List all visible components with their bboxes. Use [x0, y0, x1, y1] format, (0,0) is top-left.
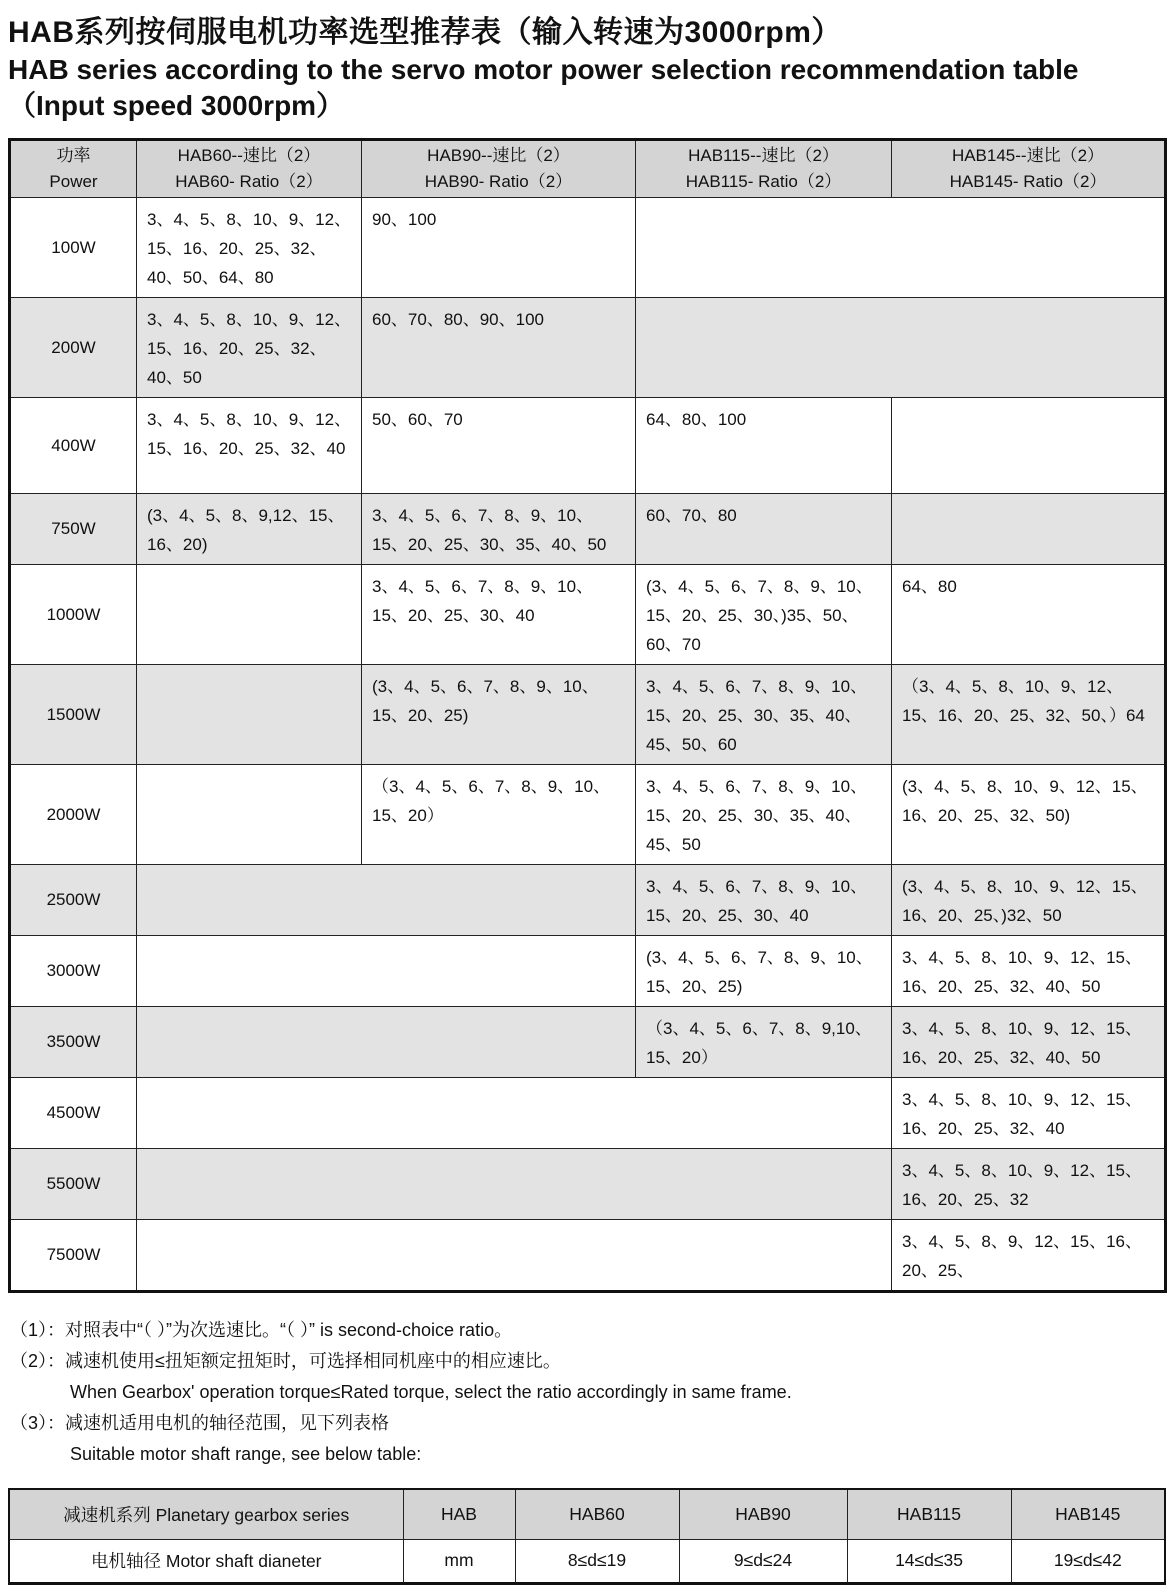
footnote-1: （1）：对照表中“（ ）”为次选速比。“（ ）” is second-choice ratio。	[10, 1320, 513, 1340]
table-row-2000w	[10, 765, 1166, 865]
empty-cell	[636, 298, 1166, 398]
ratio-cell-hab90: 60、70、80、90、100	[362, 298, 636, 398]
ratio-cell-hab60: 3、4、5、8、10、9、12、15、16、20、25、32、40、50	[137, 298, 362, 398]
empty-cell	[636, 198, 1166, 298]
footnote-3-en: Suitable motor shaft range, see below table:	[70, 1444, 422, 1464]
power-cell: 1000W	[10, 565, 137, 665]
ratio-cell-hab145: 3、4、5、8、10、9、12、15、16、20、25、32、40、50	[892, 1007, 1166, 1078]
ratio-cell-hab145: （3、4、5、8、10、9、12、15、16、20、25、32、50、）64	[892, 665, 1166, 765]
table-row-3000w	[10, 936, 1166, 1007]
ratio-cell-hab115: （3、4、5、6、7、8、9,10、15、20）	[636, 1007, 892, 1078]
shaft-range-hab145: 19≤d≤42	[1011, 1539, 1165, 1583]
power-cell: 5500W	[10, 1149, 137, 1220]
ratio-cell-hab145: 3、4、5、8、10、9、12、15、16、20、25、32	[892, 1149, 1166, 1220]
page-title-en-line1: HAB series according to the servo motor power selection recommendation table	[8, 54, 1079, 85]
shaft-header-series: 减速机系列 Planetary gearbox series	[9, 1489, 403, 1539]
shaft-range-hab115: 14≤d≤35	[847, 1539, 1011, 1583]
power-cell: 1500W	[10, 665, 137, 765]
power-cell: 2500W	[10, 865, 137, 936]
shaft-range-hab60: 8≤d≤19	[515, 1539, 679, 1583]
shaft-table-data-row	[9, 1539, 1165, 1583]
power-cell: 7500W	[10, 1220, 137, 1292]
empty-cell	[137, 1007, 636, 1078]
empty-cell	[892, 494, 1166, 565]
power-selection-table	[8, 138, 1167, 1293]
power-cell: 100W	[10, 198, 137, 298]
shaft-header-hab90: HAB90	[679, 1489, 847, 1539]
ratio-cell-hab145: (3、4、5、8、10、9、12、15、16、20、25、)32、50	[892, 865, 1166, 936]
page-title	[8, 14, 1164, 124]
shaft-header-hab: HAB	[403, 1489, 515, 1539]
shaft-header-hab115: HAB115	[847, 1489, 1011, 1539]
empty-cell	[137, 1220, 892, 1292]
ratio-cell-hab115: 60、70、80	[636, 494, 892, 565]
ratio-cell-hab145: 3、4、5、8、9、12、15、16、20、25、	[892, 1220, 1166, 1292]
empty-cell	[137, 765, 362, 865]
page-title-en-line2: （Input speed 3000rpm）	[8, 90, 345, 121]
ratio-cell-hab145: 3、4、5、8、10、9、12、15、16、20、25、32、40	[892, 1078, 1166, 1149]
power-cell: 2000W	[10, 765, 137, 865]
empty-cell	[137, 665, 362, 765]
table-row-7500w	[10, 1220, 1166, 1292]
ratio-cell-hab60: (3、4、5、8、9,12、15、16、20)	[137, 494, 362, 565]
ratio-cell-hab90: 90、100	[362, 198, 636, 298]
ratio-cell-hab145: 3、4、5、8、10、9、12、15、16、20、25、32、40、50	[892, 936, 1166, 1007]
ratio-cell-hab90: 3、4、5、6、7、8、9、10、15、20、25、30、40	[362, 565, 636, 665]
power-cell: 750W	[10, 494, 137, 565]
shaft-table-header-row	[9, 1489, 1165, 1539]
shaft-header-hab60: HAB60	[515, 1489, 679, 1539]
empty-cell	[137, 865, 636, 936]
footnote-3-zh: （3）：减速机适用电机的轴径范围，见下列表格	[10, 1413, 390, 1433]
table-row-2500w	[10, 865, 1166, 936]
motor-shaft-table	[8, 1488, 1166, 1585]
footnote-2-en: When Gearbox' operation torque≤Rated torque, select the ratio accordingly in same frame.	[70, 1382, 792, 1402]
power-cell: 3500W	[10, 1007, 137, 1078]
table-row-100w	[10, 198, 1166, 298]
table-row-200w	[10, 298, 1166, 398]
table-row-750w	[10, 494, 1166, 565]
col-header-hab115: HAB115--速比（2） HAB115- Ratio（2）	[636, 140, 892, 198]
ratio-cell-hab145: 64、80	[892, 565, 1166, 665]
empty-cell	[137, 936, 636, 1007]
col-header-power	[10, 140, 137, 198]
power-cell: 3000W	[10, 936, 137, 1007]
ratio-cell-hab115: 3、4、5、6、7、8、9、10、15、20、25、30、35、40、45、50、60	[636, 665, 892, 765]
empty-cell	[137, 1149, 892, 1220]
ratio-cell-hab115: (3、4、5、6、7、8、9、10、15、20、25)	[636, 936, 892, 1007]
page-title-zh: HAB系列按伺服电机功率选型推荐表（输入转速为3000rpm）	[8, 16, 842, 49]
ratio-cell-hab145: (3、4、5、8、10、9、12、15、16、20、25、32、50)	[892, 765, 1166, 865]
shaft-diameter-label: 电机轴径 Motor shaft dianeter	[9, 1539, 403, 1583]
col-header-hab60: HAB60--速比（2） HAB60- Ratio（2）	[137, 140, 362, 198]
col-header-power-en: Power	[49, 172, 98, 191]
ratio-cell-hab60: 3、4、5、8、10、9、12、15、16、20、25、32、40	[137, 398, 362, 494]
col-header-hab145: HAB145--速比（2） HAB145- Ratio（2）	[892, 140, 1166, 198]
shaft-unit: mm	[403, 1539, 515, 1583]
empty-cell	[892, 398, 1166, 494]
shaft-header-hab145: HAB145	[1011, 1489, 1165, 1539]
col-header-hab90: HAB90--速比（2） HAB90- Ratio（2）	[362, 140, 636, 198]
table-row-4500w	[10, 1078, 1166, 1149]
empty-cell	[137, 1078, 892, 1149]
footnotes	[10, 1315, 1164, 1470]
ratio-cell-hab115: 3、4、5、6、7、8、9、10、15、20、25、30、35、40、45、50	[636, 765, 892, 865]
ratio-cell-hab115: 64、80、100	[636, 398, 892, 494]
ratio-cell-hab90: 3、4、5、6、7、8、9、10、15、20、25、30、35、40、50	[362, 494, 636, 565]
col-header-power-zh: 功率	[56, 146, 91, 165]
table-row-3500w	[10, 1007, 1166, 1078]
table-row-5500w	[10, 1149, 1166, 1220]
power-cell: 200W	[10, 298, 137, 398]
table-row-1500w	[10, 665, 1166, 765]
ratio-cell-hab90: (3、4、5、6、7、8、9、10、15、20、25)	[362, 665, 636, 765]
power-cell: 400W	[10, 398, 137, 494]
table-row-400w	[10, 398, 1166, 494]
footnote-2-zh: （2）：减速机使用≤扭矩额定扭矩时，可选择相同机座中的相应速比。	[10, 1351, 561, 1371]
ratio-cell-hab115: (3、4、5、6、7、8、9、10、15、20、25、30、)35、50、60、70	[636, 565, 892, 665]
ratio-cell-hab115: 3、4、5、6、7、8、9、10、15、20、25、30、40	[636, 865, 892, 936]
shaft-range-hab90: 9≤d≤24	[679, 1539, 847, 1583]
ratio-cell-hab90: （3、4、5、6、7、8、9、10、15、20）	[362, 765, 636, 865]
ratio-cell-hab60: 3、4、5、8、10、9、12、15、16、20、25、32、40、50、64、80	[137, 198, 362, 298]
table-row-1000w	[10, 565, 1166, 665]
table-header-row	[10, 140, 1166, 198]
power-cell: 4500W	[10, 1078, 137, 1149]
empty-cell	[137, 565, 362, 665]
ratio-cell-hab90: 50、60、70	[362, 398, 636, 494]
